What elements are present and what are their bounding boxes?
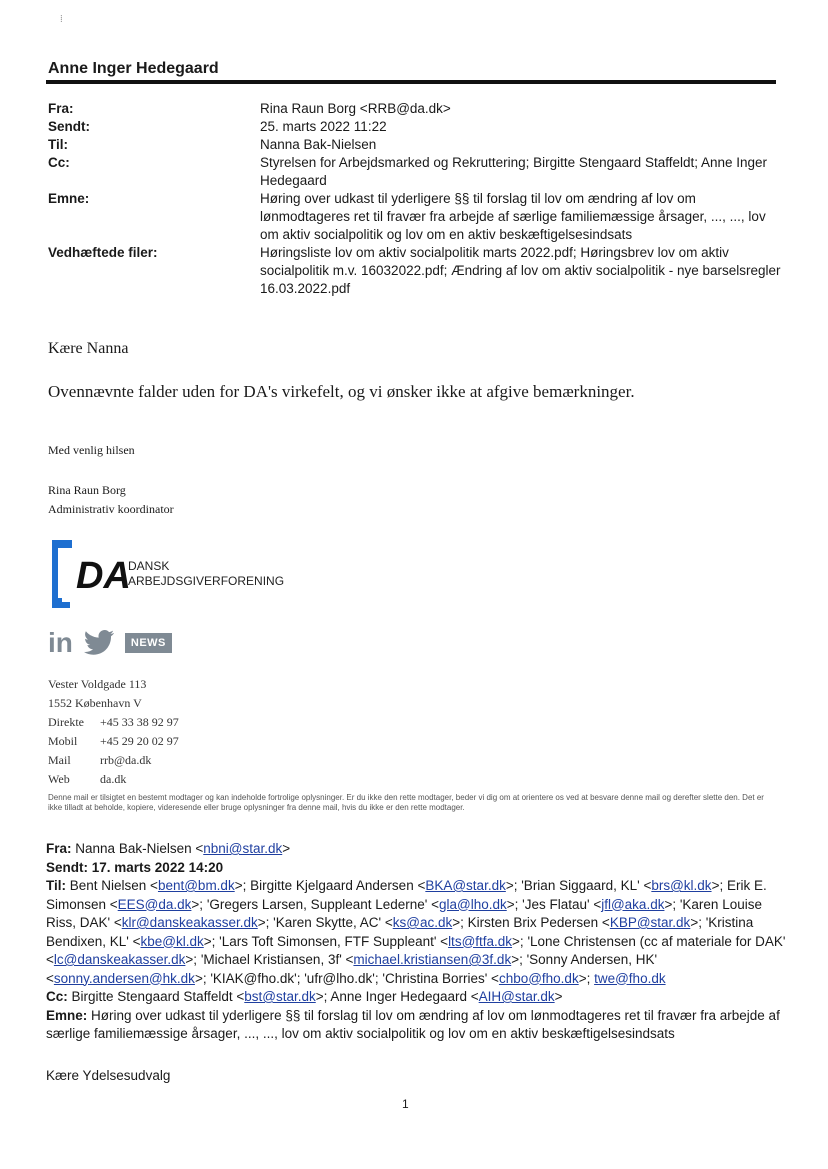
confidentiality-disclaimer: Denne mail er tilsigtet en bestemt modtager og kan indeholde fortrolige oplysninger. Er du ikke den rette modtager, beder vi dig om at orientere os ved at besvare denne mail og derefter slette den. Det er ikke tilladt at beholde, kopiere, videresende eller bruge oplysninger fra denne mail, hvis du ikke er den rette modtager.	[48, 793, 764, 812]
signature-name: Rina Raun Borg	[48, 483, 126, 497]
header-label: Sendt:	[48, 119, 90, 134]
recipient-sep: >;	[191, 896, 207, 912]
header-row	[48, 136, 788, 154]
recipient-email[interactable]: chbo@fho.dk	[498, 970, 579, 986]
recipient-email[interactable]: gla@lho.dk	[439, 896, 507, 912]
contact-row	[48, 675, 179, 694]
recipient-email[interactable]: BKA@star.dk	[425, 878, 506, 893]
linkedin-icon[interactable]: in	[48, 627, 73, 658]
recipient-email[interactable]: AIH@star.dk	[478, 989, 555, 1004]
signature	[48, 481, 174, 519]
recipient-sep: >;	[203, 933, 220, 949]
handwritten-mark: ⁞	[60, 14, 63, 25]
contact-value: +45 33 38 92 97	[100, 715, 179, 729]
header-label: Emne:	[48, 191, 90, 206]
recipient-email[interactable]: michael.kristiansen@3f.dk	[353, 952, 512, 967]
recipient-name: 'Michael Kristiansen, 3f' <	[200, 952, 354, 967]
recipient-sep: >;	[506, 896, 523, 912]
contact-value: rrb@da.dk	[100, 753, 152, 767]
header-value: Nanna Bak-Nielsen	[260, 137, 377, 152]
contact-value: da.dk	[100, 772, 127, 786]
message-body: Ovennævnte falder uden for DA's virkefelt, og vi ønsker ikke at afgive bemærkninger.	[48, 382, 635, 401]
recipient-name: 'Gregers Larsen, Suppleant Lederne' <	[206, 896, 439, 912]
recipient-email[interactable]: lc@danskeakasser.dk	[53, 952, 186, 967]
contact-row	[48, 694, 179, 713]
recipient-email[interactable]: lts@ftfa.dk	[448, 933, 513, 949]
news-badge[interactable]: NEWS	[125, 633, 172, 653]
header-value: Styrelsen for Arbejdsmarked og Rekruttering; Birgitte Stengaard Staffeldt; Anne Inger Hedegaard	[260, 155, 768, 188]
recipient-sep: >;	[690, 915, 706, 930]
social-links	[48, 628, 172, 658]
mailbox-owner-name: Anne Inger Hedegaard	[48, 60, 219, 77]
recipient-sep: >;	[711, 878, 727, 893]
recipient-name: Birgitte Stengaard Staffeldt <	[71, 989, 245, 1004]
recipient-email[interactable]: sonny.andersen@hk.dk	[53, 970, 195, 986]
recipient-name: 'Jes Flatau' <	[522, 896, 602, 912]
greeting: Kære Nanna	[48, 340, 129, 357]
contact-block	[48, 675, 179, 789]
recipient-name: 'Lone Christensen (cc af materiale for DAK' <	[46, 933, 786, 967]
contact-label: Mobil	[48, 734, 78, 748]
page-number: 1	[402, 1097, 409, 1111]
header-label: Fra:	[48, 101, 74, 116]
da-logo	[48, 538, 285, 610]
fwd-sent: Sendt: 17. marts 2022 14:20	[46, 859, 224, 875]
recipient-email[interactable]: twe@fho.dk	[594, 970, 666, 986]
recipient-email[interactable]: bent@bm.dk	[157, 878, 235, 893]
contact-value: +45 29 20 02 97	[100, 734, 179, 748]
fwd-cc: Cc: Birgitte Stengaard Staffeldt <bst@star.dk>; Anne Inger Hedegaard <AIH@star.dk>	[46, 989, 563, 1004]
recipient-email[interactable]: kbe@kl.dk	[140, 933, 204, 949]
fwd-from: Fra: Nanna Bak-Nielsen <nbni@star.dk>	[46, 841, 291, 856]
fwd-greeting: Kære Ydelsesudvalg	[46, 1068, 171, 1083]
recipient-name: 'Karen Skytte, AC' <	[273, 915, 393, 930]
recipient-email[interactable]: brs@kl.dk	[651, 878, 712, 893]
recipient-sep: >;	[512, 933, 528, 949]
recipient-sep: >;	[257, 915, 274, 930]
contact-row	[48, 770, 179, 789]
forwarded-message	[46, 840, 794, 1044]
logo-mark: DA	[76, 555, 131, 597]
header-row	[48, 244, 788, 298]
header-label: Vedhæftede filer:	[48, 245, 158, 260]
header-label: Cc:	[48, 155, 70, 170]
contact-row	[48, 732, 179, 751]
contact-label: Mail	[48, 753, 71, 767]
recipient-email[interactable]: EES@da.dk	[117, 896, 192, 912]
recipient-email[interactable]: KBP@star.dk	[609, 915, 691, 930]
recipient-sep: >;	[664, 896, 680, 912]
header-value: 25. marts 2022 11:22	[260, 119, 387, 134]
recipient-name: Anne Inger Hedegaard <	[330, 989, 479, 1004]
contact-row	[48, 713, 179, 732]
header-row	[48, 154, 788, 190]
recipient-sep: >	[554, 989, 563, 1004]
contact-label: Vester Voldgade 113	[48, 677, 147, 691]
recipient-email[interactable]: jfl@aka.dk	[601, 896, 665, 912]
recipient-sep: >;	[185, 952, 201, 967]
recipient-name: Erik E. Simonsen <	[46, 878, 767, 912]
recipient-name: 'Brian Siggaard, KL' <	[521, 878, 652, 893]
recipient-sep: >;	[452, 915, 468, 930]
recipient-sep: >;	[505, 878, 522, 893]
header-row	[48, 190, 788, 244]
header-value: Høring over udkast til yderligere §§ til forslag til lov om ændring af lov om lønmodtageres ret til fravær fra arbejde af særlige familiemæssige årsager, ..., ..., lov om aktiv socialpolitik og lov om en aktiv beskæftigelsesindsats	[260, 191, 766, 242]
recipient-name: 'Sonny Andersen, HK' <	[46, 952, 658, 986]
fwd-subject: Emne: Høring over udkast til yderligere §§ til forslag til lov om ændring af lov om lønmodtageres ret til fravær fra arbejde af særlige familiemæssige årsager, ..., ..., lov om aktiv socialpolitik og lov om en aktiv beskæftigelsesindsats	[46, 1007, 780, 1041]
recipient-sep: >;	[511, 952, 527, 967]
recipient-email[interactable]: bst@star.dk	[244, 989, 316, 1004]
header-row	[48, 118, 788, 136]
recipient-name: 'KIAK@fho.dk'; 'ufr@lho.dk'; 'Christina Borries' <	[210, 970, 499, 986]
header-value: Rina Raun Borg <RRB@da.dk>	[260, 101, 451, 116]
header-divider	[46, 80, 776, 84]
contact-label: Web	[48, 772, 70, 786]
logo-line2: ARBEJDSGIVERFORENING	[128, 574, 285, 588]
email-header	[48, 100, 788, 298]
recipient-name: Kirsten Brix Pedersen <	[467, 915, 610, 930]
header-label: Til:	[48, 137, 68, 152]
recipient-sep: >;	[194, 970, 211, 986]
closing: Med venlig hilsen	[48, 443, 135, 457]
recipient-sep: >;	[578, 970, 595, 986]
recipient-sep: >;	[315, 989, 331, 1004]
signature-title: Administrativ koordinator	[48, 502, 174, 516]
contact-label: 1552 København V	[48, 696, 142, 710]
recipient-name: 'Karen Louise Riss, DAK' <	[46, 896, 762, 930]
contact-row	[48, 751, 179, 770]
recipient-email[interactable]: klr@danskeakasser.dk	[121, 915, 258, 930]
recipient-email[interactable]: ks@ac.dk	[392, 915, 453, 930]
recipient-sep: >;	[234, 878, 251, 893]
twitter-icon[interactable]	[83, 630, 115, 656]
header-row	[48, 100, 788, 118]
contact-label: Direkte	[48, 715, 84, 729]
recipient-name: Bent Nielsen <	[69, 878, 158, 893]
fwd-to: Til: Bent Nielsen <bent@bm.dk>; Birgitte Kjelgaard Andersen <BKA@star.dk>; 'Brian Siggaard, KL' <brs@kl.dk>; Erik E. Simonsen <EES@da.dk>; 'Gregers Larsen, Suppleant Lederne' <gla@lho.dk>; 'Jes Flatau' <jfl@aka.dk>; 'Karen Louise Riss, DAK' <klr@danskeakasser.dk>; 'Karen Skytte, AC' <ks@ac.dk>; Kirsten Brix Pedersen <KBP@star.dk>; 'Kristina Bendixen, KL' <kbe@kl.dk>; 'Lars Toft Simonsen, FTF Suppleant' <lts@ftfa.dk>; 'Lone Christensen (cc af materiale for DAK' <lc@danskeakasser.dk>; 'Michael Kristiansen, 3f' <michael.kristiansen@3f.dk>; 'Sonny Andersen, HK' <sonny.andersen@hk.dk>; 'KIAK@fho.dk'; 'ufr@lho.dk'; 'Christina Borries' <chbo@fho.dk>; twe@fho.dk	[46, 878, 786, 986]
recipient-name: 'Kristina Bendixen, KL' <	[46, 915, 754, 949]
recipient-name: 'Lars Toft Simonsen, FTF Suppleant' <	[219, 933, 449, 949]
header-value: Høringsliste lov om aktiv socialpolitik marts 2022.pdf; Høringsbrev lov om aktiv socialpolitik m.v. 16032022.pdf; Ændring af lov om aktiv socialpolitik - nye barselsregler 16.03.2022.pdf	[260, 245, 781, 296]
logo-line1: DANSK	[128, 559, 170, 573]
fwd-from-email[interactable]: nbni@star.dk	[203, 841, 283, 856]
recipient-name: Birgitte Kjelgaard Andersen <	[250, 878, 426, 893]
